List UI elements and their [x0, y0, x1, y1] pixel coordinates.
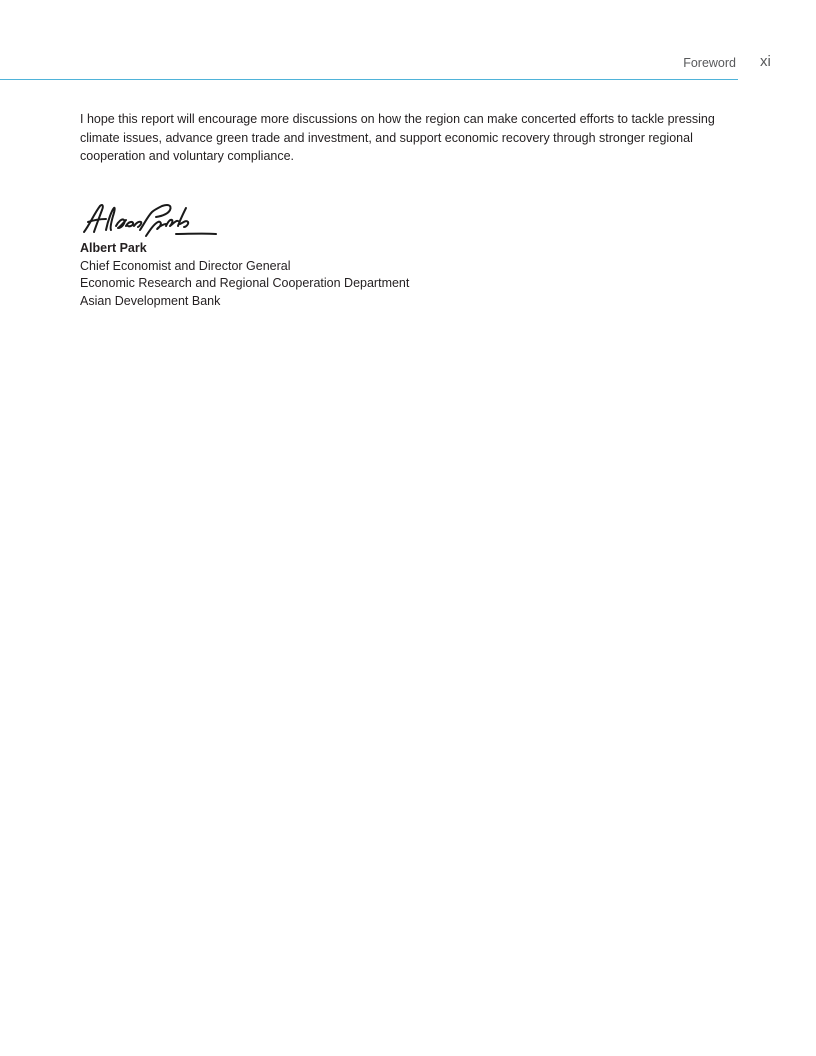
running-header	[0, 0, 816, 80]
signer-name: Albert Park	[80, 241, 147, 255]
header-section-title: Foreword	[683, 56, 736, 70]
signature-block	[80, 240, 409, 310]
page-number: xi	[760, 53, 771, 70]
signer-department: Economic Research and Regional Cooperation Department	[80, 276, 410, 290]
signer-organization: Asian Development Bank	[80, 293, 221, 308]
header-rule	[0, 79, 738, 80]
signature-image	[80, 196, 220, 240]
foreword-paragraph: I hope this report will encourage more discussions on how the region can make concerted efforts to tackle pressing climate issues, advance green trade and investment, and support economic recovery through stronger regional cooperation and voluntary compliance.	[80, 112, 715, 163]
signer-title: Chief Economist and Director General	[80, 258, 291, 273]
